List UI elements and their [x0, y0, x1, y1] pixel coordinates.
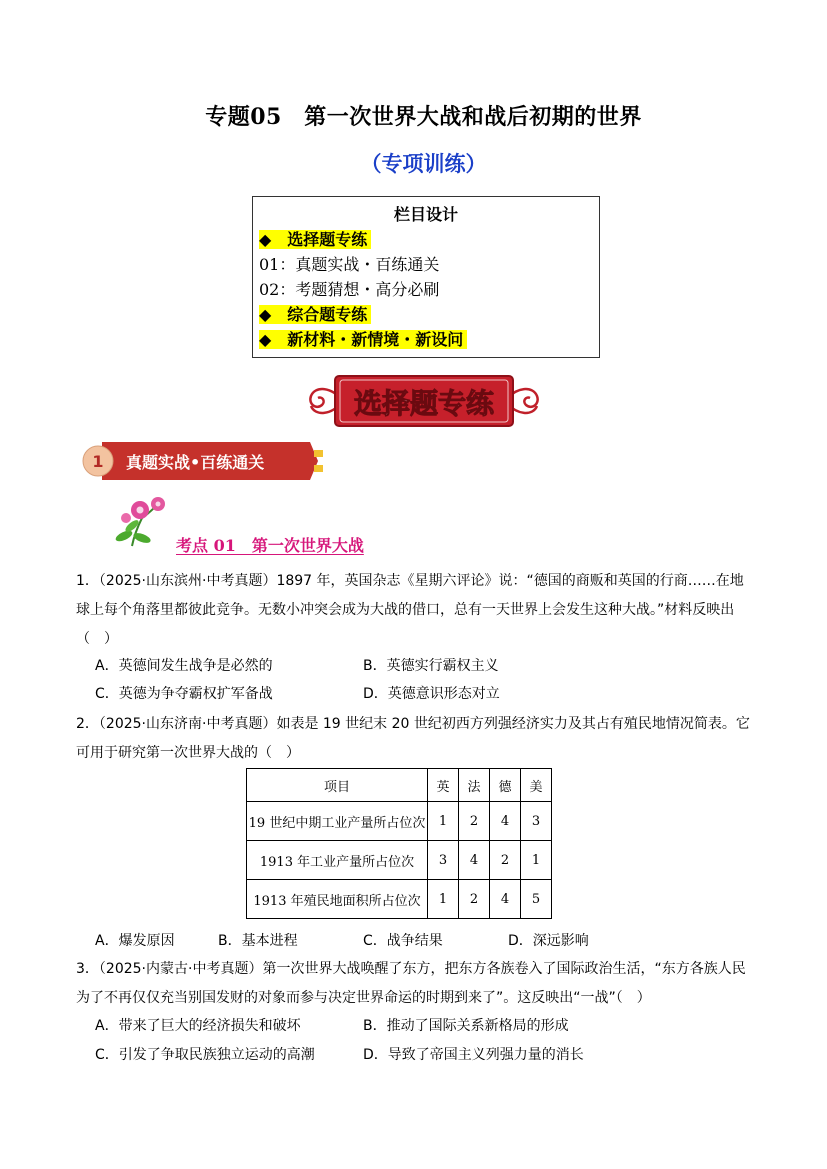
question-2-table — [246, 768, 552, 919]
table-row — [247, 802, 552, 841]
question-2-source: （2025·山东济南·中考真题） — [98, 716, 277, 732]
design-item-02: 02：考题猜想・高分必刷 — [259, 280, 440, 299]
column-design-box — [252, 196, 600, 358]
question-1-source: （2025·山东滨州·中考真题） — [98, 573, 277, 589]
question-1-option-d: D．英德意识形态对立 — [363, 686, 500, 702]
question-2-option-d: D．深远影响 — [508, 933, 589, 949]
table-cell: 1 — [521, 841, 552, 880]
section-number: 1 — [92, 452, 104, 471]
table-row — [247, 841, 552, 880]
page-title: 专题05 第一次世界大战和战后初期的世界 — [205, 104, 642, 130]
table-cell: 3 — [428, 841, 459, 880]
question-1-option-a: A．英德间发生战争是必然的 — [95, 658, 273, 674]
page-subtitle: （专项训练） — [360, 151, 487, 176]
table-header: 项目 — [247, 769, 428, 802]
design-box-title: 栏目设计 — [393, 205, 458, 224]
table-cell: 2 — [459, 802, 490, 841]
question-3-number: 3． — [76, 961, 99, 977]
question-3 — [76, 955, 756, 1013]
question-2-stem: 如表是 19 世纪末 20 世纪初西方列强经济实力及其占有殖民地情况简表。它可用于研究第一次世界大战的（ ） — [76, 716, 750, 761]
table-cell: 2 — [490, 841, 521, 880]
topic-heading: 考点 01 第一次世界大战 — [176, 536, 364, 555]
table-header: 英 — [428, 769, 459, 802]
question-2 — [76, 710, 756, 768]
table-header: 德 — [490, 769, 521, 802]
section-tab — [82, 440, 330, 482]
design-item-choice: ◆ 选择题专练 — [259, 230, 371, 249]
table-cell: 3 — [521, 802, 552, 841]
banner-text: 选择题专练 — [353, 387, 495, 420]
question-1-number: 1． — [76, 573, 99, 589]
table-cell: 4 — [459, 841, 490, 880]
question-3-source: （2025·内蒙古·中考真题） — [98, 961, 263, 977]
flower-icon — [112, 496, 170, 548]
question-3-option-b: B．推动了国际关系新格局的形成 — [363, 1018, 569, 1034]
design-item-comprehensive: ◆ 综合题专练 — [259, 305, 371, 324]
table-row — [247, 880, 552, 919]
section-tab-label: 真题实战•百练通关 — [126, 453, 265, 472]
question-3-option-d: D．导致了帝国主义列强力量的消长 — [363, 1047, 584, 1063]
question-3-stem: 第一次世界大战唤醒了东方，把东方各族卷入了国际政治生活，“东方各族人民为了不再仅仅充当别国发财的对象而参与决定世界命运的时期到来了”。这反映出“一战”（ ） — [76, 961, 746, 1006]
table-cell: 2 — [459, 880, 490, 919]
table-header: 美 — [521, 769, 552, 802]
table-cell: 1 — [428, 880, 459, 919]
question-1-option-b: B．英德实行霸权主义 — [363, 658, 499, 674]
table-cell: 19 世纪中期工业产量所占位次 — [247, 802, 428, 841]
choice-practice-banner — [303, 372, 545, 430]
question-2-option-a: A．爆发原因 — [95, 933, 175, 949]
question-1 — [76, 567, 756, 654]
table-cell: 5 — [521, 880, 552, 919]
design-item-new: ◆ 新材料・新情境・新设问 — [259, 330, 467, 349]
table-header-row — [247, 769, 552, 802]
question-3-option-c: C．引发了争取民族独立运动的高潮 — [95, 1047, 315, 1063]
question-3-option-a: A．带来了巨大的经济损失和破坏 — [95, 1018, 301, 1034]
design-item-01: 01：真题实战・百练通关 — [259, 255, 440, 274]
table-cell: 4 — [490, 880, 521, 919]
table-cell: 4 — [490, 802, 521, 841]
question-2-option-b: B．基本进程 — [218, 933, 298, 949]
question-2-number: 2． — [76, 716, 99, 732]
table-cell: 1 — [428, 802, 459, 841]
table-cell: 1913 年工业产量所占位次 — [247, 841, 428, 880]
table-cell: 1913 年殖民地面积所占位次 — [247, 880, 428, 919]
question-1-option-c: C．英德为争夺霸权扩军备战 — [95, 686, 273, 702]
question-1-stem: 1897 年，英国杂志《星期六评论》说：“德国的商贩和英国的行商……在地球上每个角落里都彼此竞争。无数小冲突会成为大战的借口，总有一天世界上会发生这种大战。”材料反映出（ ） — [76, 573, 744, 647]
question-2-option-c: C．战争结果 — [363, 933, 443, 949]
table-header: 法 — [459, 769, 490, 802]
